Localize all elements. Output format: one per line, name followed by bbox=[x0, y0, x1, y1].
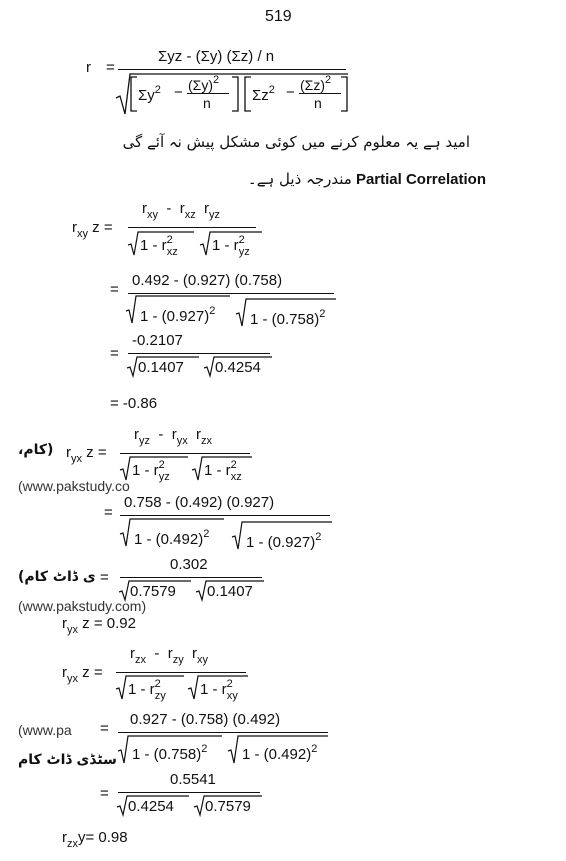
pearson-minus-2: − bbox=[286, 84, 295, 101]
rzx-lhs: $r_{yx}$ z = bbox=[62, 664, 103, 685]
ryx-step2-num: 0.302 bbox=[170, 556, 208, 573]
ryx-step2-den1: 0.7579 bbox=[130, 583, 176, 600]
rzx-step2-bar bbox=[118, 792, 260, 793]
pearson-eq: = bbox=[106, 59, 115, 76]
watermark-urdu: سٹڈی ڈاٹ کام bbox=[18, 752, 117, 768]
rzx-step1-den2: $1 - (0.492)^2$ bbox=[242, 743, 318, 763]
ryx-den1: $1 - r^2_{yz}$ bbox=[132, 459, 170, 483]
pearson-sy: $\Sigma y^2$ bbox=[138, 84, 161, 104]
rxy-step1-num: 0.492 - (0.927) (0.758) bbox=[132, 272, 283, 289]
ryx-numerator: $r_{yz} - r_{yx}$ $r_{zx}$ bbox=[134, 426, 213, 447]
rzx-numerator: $r_{zx} - r_{zy}$ $r_{xy}$ bbox=[130, 645, 209, 666]
ryx-fraction-bar bbox=[120, 453, 250, 454]
rxy-step1-den2: $1 - (0.758)^2$ bbox=[250, 308, 326, 328]
rzx-step1-eq: = bbox=[100, 720, 109, 737]
rzx-step1-num: 0.927 - (0.758) (0.492) bbox=[130, 711, 281, 728]
ryx-lhs: $r_{yx}$ z = bbox=[66, 444, 107, 465]
watermark-url: (www.pakstudy.com) bbox=[18, 598, 147, 614]
watermark-url: (www.pakstudy.co bbox=[18, 478, 130, 494]
rxy-lhs: $r_{xy}$ z = bbox=[72, 219, 113, 240]
rzx-result: $r_{zx}y= 0.98$ bbox=[62, 829, 128, 850]
rzx-step1-bar bbox=[118, 732, 328, 733]
ryx-step1-den2: $1 - (0.927)^2$ bbox=[246, 531, 322, 551]
partial-correlation-heading: Partial Correlation bbox=[355, 171, 486, 188]
rxy-step2-bar bbox=[128, 353, 270, 354]
ryx-result: $r_{yx}$ z = 0.92 bbox=[62, 615, 136, 636]
ryx-den2: $1 - r^2_{xz}$ bbox=[204, 459, 242, 483]
pearson-frac2-den: n bbox=[314, 95, 322, 111]
rxy-den2: $1 - r^2_{yz}$ bbox=[212, 234, 250, 258]
rxy-step2-num: -0.2107 bbox=[132, 332, 183, 349]
rzx-fraction-bar bbox=[116, 672, 246, 673]
rzx-step2-num: 0.5541 bbox=[170, 771, 216, 788]
watermark-url: (www.pa bbox=[18, 722, 72, 738]
bracket-right-icon bbox=[340, 76, 348, 112]
rxy-step1-den1: $1 - (0.927)^2$ bbox=[140, 305, 216, 325]
watermark-urdu: (کام، bbox=[18, 442, 54, 458]
ryx-step2-eq: = bbox=[100, 569, 109, 586]
pearson-numerator: Σyz - (Σy) (Σz) / n bbox=[158, 48, 275, 65]
rxy-step2-den2: 0.4254 bbox=[215, 359, 261, 376]
watermark-urdu: ی ڈاٹ کام) bbox=[18, 569, 96, 585]
rzx-den1: $1 - r^2_{zy}$ bbox=[128, 678, 166, 702]
rzx-step2-den1: 0.4254 bbox=[128, 798, 174, 815]
rxy-step2-den1: 0.1407 bbox=[138, 359, 184, 376]
rxy-fraction-bar bbox=[128, 227, 256, 228]
rxy-numerator: $r_{xy} - r_{xz}$ $r_{yz}$ bbox=[142, 200, 221, 221]
ryx-step1-eq: = bbox=[104, 504, 113, 521]
rzx-step2-den2: 0.7579 bbox=[205, 798, 251, 815]
pearson-sz: $\Sigma z^2$ bbox=[252, 84, 275, 104]
rxy-den1: $1 - r^2_{xz}$ bbox=[140, 234, 178, 258]
rzx-den2: $1 - r^2_{xy}$ bbox=[200, 678, 238, 702]
pearson-minus-1: − bbox=[174, 84, 183, 101]
rzx-step1-den1: $1 - (0.758)^2$ bbox=[132, 743, 208, 763]
pearson-fraction-bar bbox=[118, 69, 346, 70]
pearson-frac1-den: n bbox=[203, 95, 211, 111]
ryx-step2-den2: 0.1407 bbox=[207, 583, 253, 600]
rzx-step2-eq: = bbox=[100, 785, 109, 802]
ryx-step1-bar bbox=[120, 515, 330, 516]
pearson-frac2-num: $(\Sigma z)^2$ bbox=[300, 74, 332, 93]
urdu-sentence-1: امید ہے یہ معلوم کرنے میں کوئی مشکل پیش نہ آئے گی bbox=[122, 133, 470, 151]
pearson-lhs: r bbox=[86, 59, 91, 76]
ryx-step1-den1: $1 - (0.492)^2$ bbox=[134, 528, 210, 548]
page-number: 519 bbox=[265, 8, 292, 25]
bracket-left-icon bbox=[244, 76, 252, 112]
bracket-right-icon bbox=[231, 76, 239, 112]
rxy-result: = -0.86 bbox=[110, 395, 158, 412]
rxy-step1-eq: = bbox=[110, 281, 119, 298]
pearson-frac1-num: $(\Sigma y)^2$ bbox=[188, 74, 220, 93]
bracket-left-icon bbox=[130, 76, 138, 112]
urdu-sentence-2-urdu: مندرجہ ذیل ہے۔ bbox=[247, 170, 352, 188]
rxy-step2-eq: = bbox=[110, 345, 119, 362]
ryx-step1-num: 0.758 - (0.492) (0.927) bbox=[124, 494, 275, 511]
ryx-step2-bar bbox=[120, 577, 262, 578]
urdu-sentence-2 bbox=[230, 170, 486, 188]
